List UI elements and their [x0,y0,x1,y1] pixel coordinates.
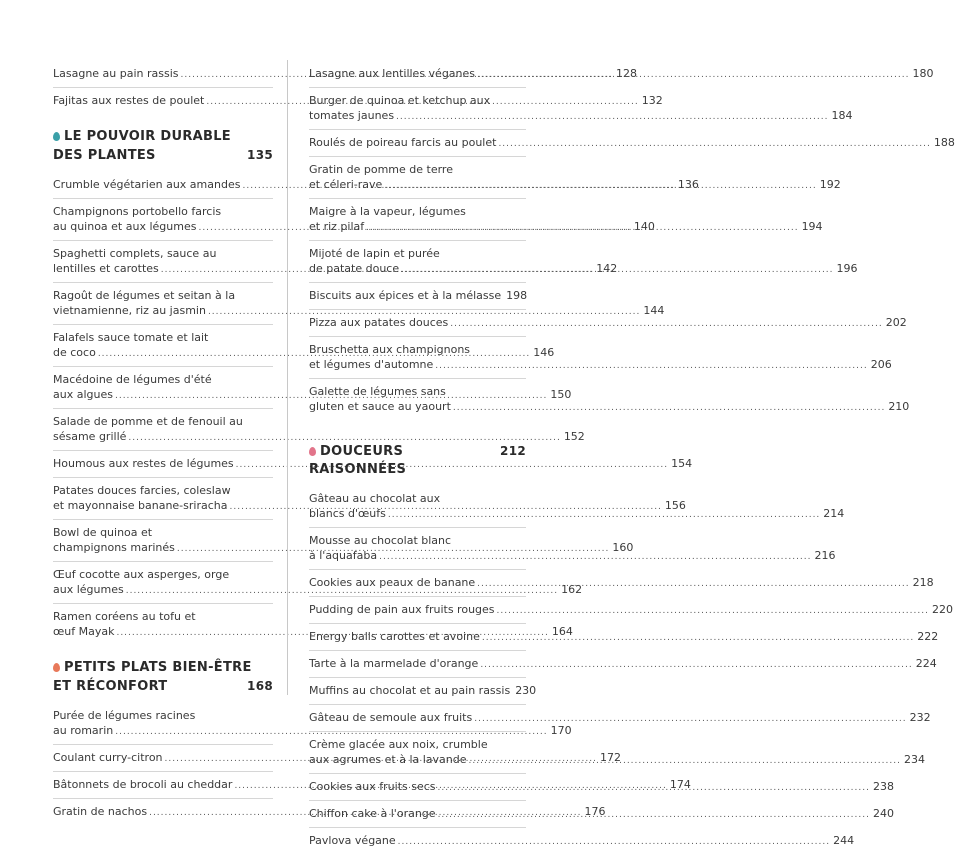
dot-leader [396,110,828,125]
toc-entry-title-line: Lasagne au pain rassis [53,67,179,80]
toc-entry [309,315,907,337]
toc-entry-title-line: Gâteau de semoule aux fruits [309,711,473,724]
toc-entry-title-line: Burger de quinoa et ketchup aux [309,94,491,107]
toc-entry-title-line: Bowl de quinoa et [53,526,153,539]
toc-entry-page-number: 198 [506,289,528,302]
toc-entry-page-number: 240 [872,807,894,820]
toc-entry-title-line: œuf Mayak [53,625,115,638]
toc-entry-page-number: 192 [819,178,841,191]
toc-entry-page-number: 238 [872,780,894,793]
toc-entry-title-line: Pudding de pain aux fruits rouges [309,603,495,616]
toc-entry-title-line: Cookies aux peaux de banane [309,576,476,589]
toc-entry-page-number: 170 [550,724,572,737]
teal-drop-icon [53,132,60,141]
dot-leader [453,401,885,416]
toc-entry-page-number: 154 [671,457,693,470]
toc-entry-page-number: 196 [836,262,858,275]
dot-leader [388,508,820,523]
toc-entry [309,656,937,678]
column-divider [287,60,288,695]
toc-entry-page-number: 214 [823,507,845,520]
toc-entry-title-line: Fajitas aux restes de poulet [53,94,205,107]
toc-entry-page-number: 146 [533,346,555,359]
toc-entry-title-line: Falafels sauce tomate et lait [53,331,209,344]
toc-entry-title-line: Biscuits aux épices et à la mélasse [309,289,502,302]
toc-entry-page-number: 132 [641,94,663,107]
toc-entry-title-line: Bruschetta aux champignons [309,343,471,356]
toc-entry-title-line: et riz pilaf [309,220,365,233]
dot-leader [480,658,912,673]
toc-entry [309,288,526,310]
toc-entry-title-line: Spaghetti complets, sauce au [53,247,217,260]
toc-entry-title-line: vietnamienne, riz au jasmin [53,304,206,317]
toc-entry-title-line: Pizza aux patates douces [309,316,449,329]
toc-entry-title-line: Salade de pomme et de fenouil au [53,415,243,428]
toc-entry-page-number: 164 [551,625,573,638]
toc-entry-title-line: au romarin [53,724,114,737]
toc-entry-title-line: champignons marinés [53,541,175,554]
toc-entry-page-number: 174 [669,778,691,791]
toc-entry-title-line: Galette de légumes sans [309,385,446,398]
toc-entry-page-number: 128 [615,67,637,80]
toc-entry-page-number: 150 [550,388,572,401]
toc-entry-title-line: Macédoine de légumes d'été [53,373,212,386]
toc-entry-title-line: tomates jaunes [309,109,395,122]
toc-entry-page-number: 188 [933,136,955,149]
dot-leader [438,781,870,796]
section-header-sweets [309,442,526,479]
toc-entry-title-line: de patate douce [309,262,400,275]
toc-entry-page-number: 244 [833,834,855,847]
toc-entry-title-line: lentilles et carottes [53,262,159,275]
toc-entry-page-number: 224 [915,657,937,670]
toc-entry-title-line: Champignons portobello farcis [53,205,222,218]
toc-entry-page-number: 220 [931,603,953,616]
section-title-line-1: LE POUVOIR DURABLE [64,129,231,144]
toc-entry-title-line: et mayonnaise banane-sriracha [53,499,228,512]
toc-entry-page-number: 152 [563,430,585,443]
dot-leader [438,808,870,823]
toc-entry-page-number: 142 [596,262,618,275]
toc-entry-page-number: 230 [515,684,537,697]
toc-entry-title-line: Bâtonnets de brocoli au cheddar [53,778,233,791]
toc-entry-title-line: Houmous aux restes de légumes [53,457,234,470]
section-title-line-1: DOUCEURS RAISONNÉES [309,444,407,477]
toc-entry-title-line: Œuf cocotte aux asperges, orge [53,568,230,581]
pink-drop-icon [309,447,316,456]
toc-entry-title-line: Energy balls carottes et avoine [309,630,480,643]
toc-entry-title-line: blancs d'œufs [309,507,386,520]
section-title-line-1: PETITS PLATS BIEN-ÊTRE [64,660,252,675]
dot-leader [450,317,882,332]
dot-leader [435,359,867,374]
toc-entry-page-number: 194 [801,220,823,233]
toc-entry-page-number: 210 [888,400,910,413]
toc-entry-title-line: Lasagne aux lentilles véganes [309,67,476,80]
toc-entry-page-number: 160 [612,541,634,554]
toc-entry-title-line: et céleri-rave [309,178,383,191]
dot-leader [401,263,833,278]
toc-entry-title-line: gluten et sauce au yaourt [309,400,451,413]
toc-entry-title-line: Chiffon cake à l'orange [309,807,436,820]
toc-entry-title-line: et légumes d'automne [309,358,434,371]
dot-leader [498,137,930,152]
dot-leader [366,221,798,236]
toc-entry-title-line: Mijoté de lapin et purée [309,247,440,260]
toc-entry-page-number: 184 [831,109,853,122]
toc-entry-page-number: 232 [909,711,931,724]
toc-entry [309,833,855,854]
dot-leader [469,754,901,769]
toc-entry [309,135,955,157]
dot-leader [398,835,830,850]
section-title-line-2: ET RÉCONFORT [53,679,168,694]
toc-entry-page-number: 218 [912,576,934,589]
dot-leader [497,604,929,619]
section-title-line-2: DES PLANTES [53,148,156,163]
toc-entry-title-line: Ramen coréens au tofu et [53,610,196,623]
dot-leader [477,577,909,592]
toc-entry-title-line: Coulant curry-citron [53,751,163,764]
dot-leader [384,179,816,194]
toc-entry-page-number: 144 [643,304,665,317]
toc-entry-page-number: 234 [903,753,925,766]
toc-entry-page-number: 202 [885,316,907,329]
toc-entry-title-line: Maigre à la vapeur, légumes [309,205,466,218]
section-page-number: 135 [247,148,273,162]
toc-entry-title-line: Gratin de nachos [53,805,148,818]
toc-entry-title-line: Crumble végétarien aux amandes [53,178,241,191]
dot-leader [379,550,811,565]
toc-entry-page-number: 206 [870,358,892,371]
section-header-comfort [53,659,273,696]
toc-entry-page-number: 180 [912,67,934,80]
toc-entry-title-line: aux agrumes et à la lavande [309,753,467,766]
section-header-plants [53,128,273,165]
dot-leader [477,68,909,83]
toc-entry [309,602,953,624]
toc-entry-page-number: 162 [561,583,583,596]
toc-entry-title-line: aux légumes [53,583,124,596]
toc-entry-title-line: Crème glacée aux noix, crumble [309,738,488,751]
toc-entry-title-line: Cookies aux fruits secs [309,780,436,793]
toc-entry-title-line: Gâteau au chocolat aux [309,492,441,505]
toc-entry-title-line: de coco [53,346,96,359]
section-page-number: 212 [500,444,526,458]
toc-entry-title-line: Purée de légumes racines [53,709,196,722]
toc-entry-title-line: aux algues [53,388,113,401]
toc-entry-page-number: 172 [599,751,621,764]
toc-entry-title-line: Ragoût de légumes et seitan à la [53,289,236,302]
toc-entry-title-line: Tarte à la marmelade d'orange [309,657,479,670]
toc-entry-page-number: 216 [814,549,836,562]
toc-entry-page-number: 176 [584,805,606,818]
toc-entry-title-line: Pavlova végane [309,834,396,847]
section-page-number: 168 [247,679,273,693]
dot-leader [474,712,906,727]
toc-entry [309,683,537,705]
toc-entry-page-number: 136 [677,178,699,191]
toc-entry-page-number: 156 [664,499,686,512]
toc-entry-title-line: à l'aquafaba [309,549,378,562]
toc-entry-title-line: Gratin de pomme de terre [309,163,453,176]
toc-entry-page-number: 140 [633,220,655,233]
toc-entry-title-line: Mousse au chocolat blanc [309,534,452,547]
toc-entry-title-line: Roulés de poireau farcis au poulet [309,136,497,149]
orange-drop-icon [53,663,60,672]
toc-entry-title-line: au quinoa et aux légumes [53,220,197,233]
toc-entry-title-line: sésame grillé [53,430,127,443]
toc-entry-title-line: Muffins au chocolat et au pain rassis [309,684,511,697]
toc-entry-title-line: Patates douces farcies, coleslaw [53,484,231,497]
dot-leader [482,631,914,646]
toc-entry-page-number: 222 [917,630,939,643]
